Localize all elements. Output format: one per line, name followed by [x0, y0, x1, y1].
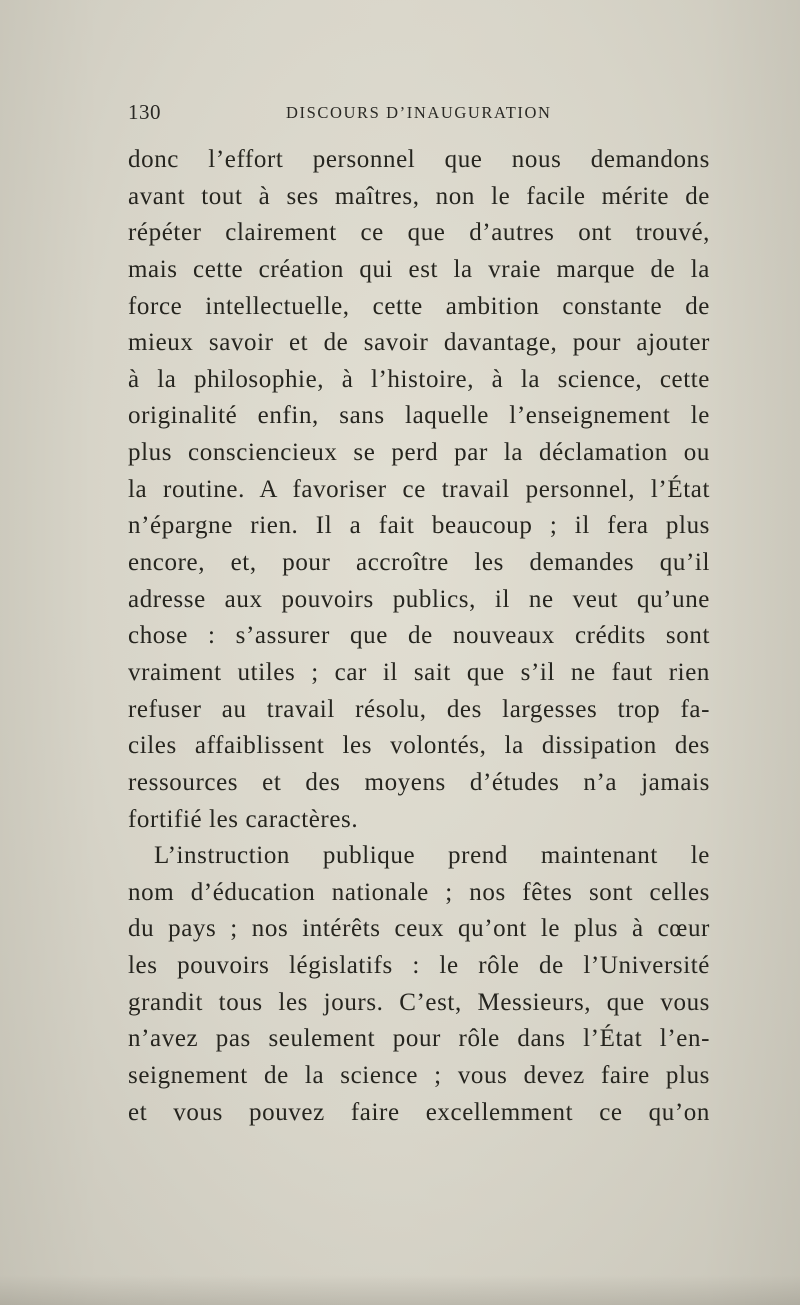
- page-header: [128, 100, 710, 130]
- text-line: mieux savoir et de savoir davantage, pour ajouter: [128, 329, 710, 357]
- text-line: la routine. A favoriser ce travail personnel, l’État: [128, 475, 710, 503]
- text-line: mais cette création qui est la vraie marque de la: [128, 255, 710, 283]
- text-line: encore, et, pour accroître les demandes qu’il: [128, 549, 710, 577]
- text-line: n’épargne rien. Il a fait beaucoup ; il fera plus: [128, 512, 710, 540]
- text-line: répéter clairement ce que d’autres ont trouvé,: [128, 219, 710, 247]
- text-line: du pays ; nos intérêts ceux qu’ont le plus à cœur: [128, 915, 710, 943]
- text-line: les pouvoirs législatifs : le rôle de l’Université: [128, 952, 710, 980]
- text-line: refuser au travail résolu, des largesses trop fa-: [128, 695, 710, 723]
- running-title: DISCOURS D’INAUGURATION: [286, 103, 552, 122]
- text-line: nom d’éducation nationale ; nos fêtes sont celles: [128, 878, 710, 906]
- text-line: chose : s’assurer que de nouveaux crédits sont: [128, 622, 710, 650]
- text-line: à la philosophie, à l’histoire, à la science, cette: [128, 365, 710, 393]
- text-line: L’instruction publique prend maintenant le: [154, 842, 710, 870]
- text-line: grandit tous les jours. C’est, Messieurs, que vous: [128, 988, 710, 1016]
- text-line: donc l’effort personnel que nous demandons: [128, 146, 710, 173]
- text-line: adresse aux pouvoirs publics, il ne veut qu’une: [128, 585, 710, 613]
- text-line: ciles affaiblissent les volontés, la dissipation des: [128, 732, 710, 760]
- text-line: et vous pouvez faire excellemment ce qu’on: [128, 1098, 710, 1126]
- page-number: 130: [128, 100, 161, 124]
- text-line: seignement de la science ; vous devez faire plus: [128, 1062, 710, 1090]
- body-text: [128, 142, 710, 1131]
- text-line: originalité enfin, sans laquelle l’enseignement le: [128, 402, 710, 430]
- text-line: plus consciencieux se perd par la déclamation ou: [128, 439, 710, 467]
- text-line: fortifié les caractères.: [128, 805, 359, 833]
- text-line: vraiment utiles ; car il sait que s’il ne faut rien: [128, 658, 710, 686]
- text-line: force intellectuelle, cette ambition constante de: [128, 292, 710, 320]
- text-line: ressources et des moyens d’études n’a jamais: [128, 768, 710, 796]
- text-line: n’avez pas seulement pour rôle dans l’État l’en-: [128, 1025, 710, 1053]
- text-line: avant tout à ses maîtres, non le facile mérite de: [128, 182, 710, 210]
